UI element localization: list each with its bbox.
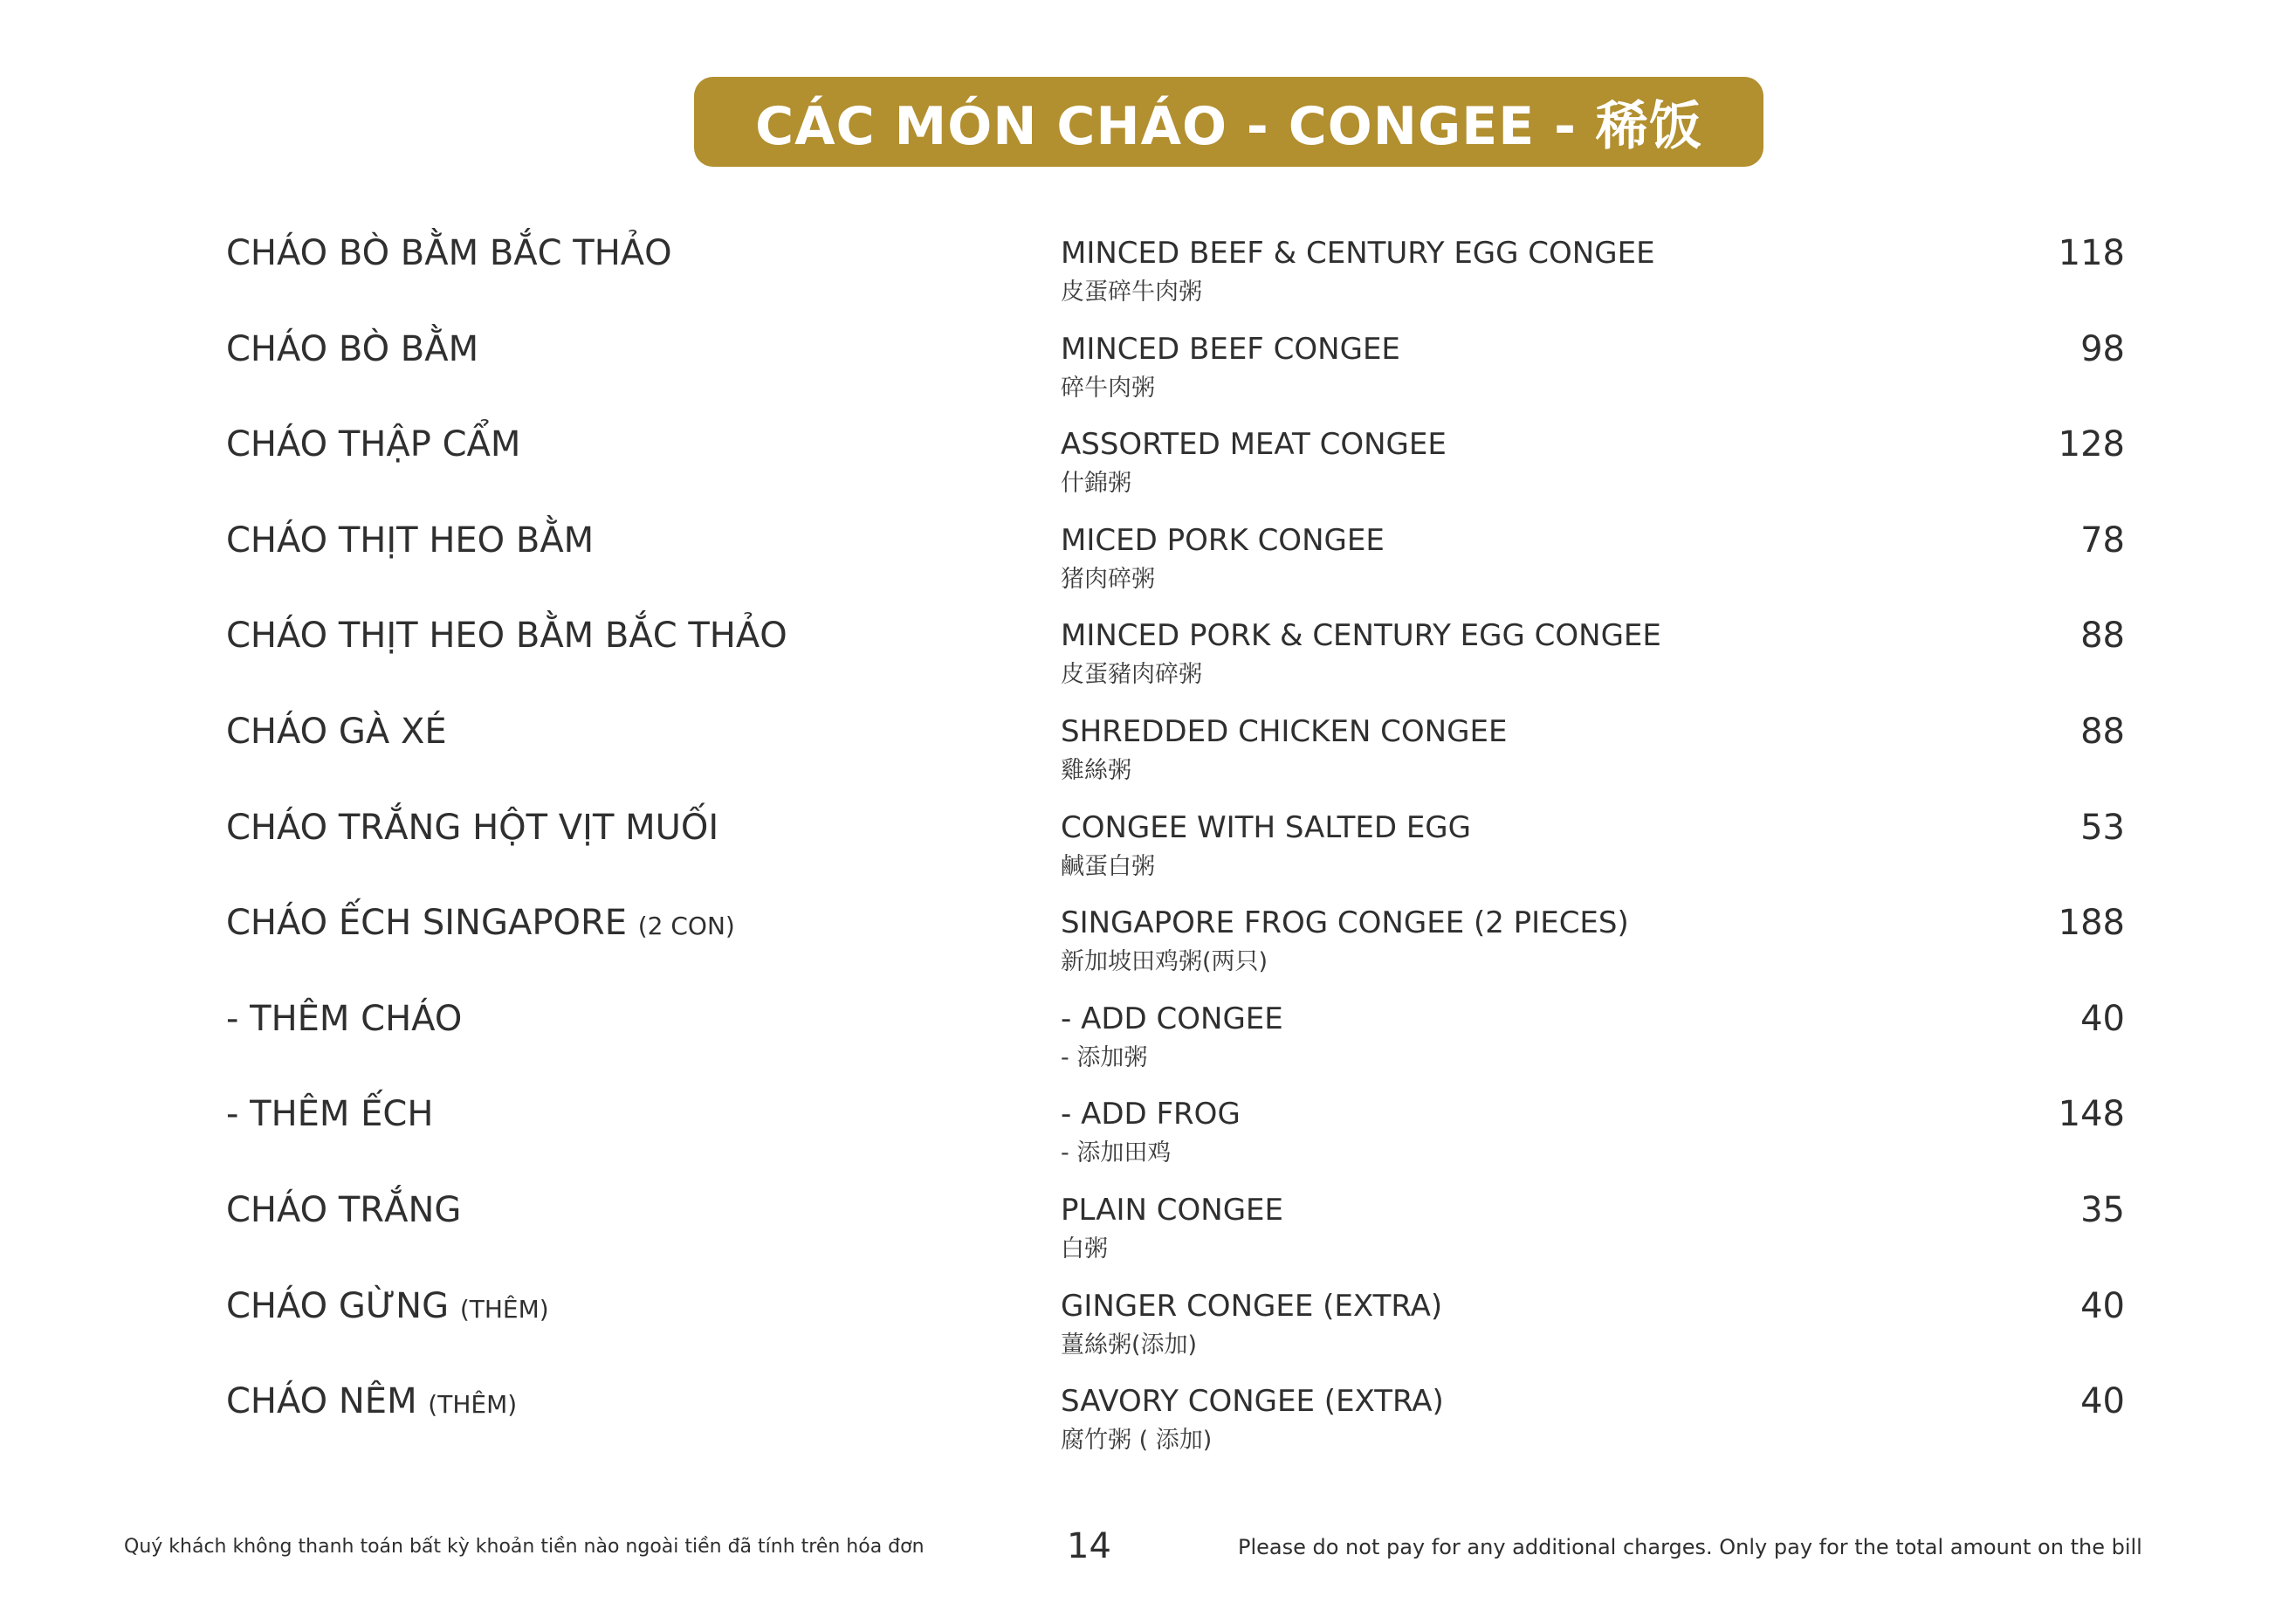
item-price: 148: [2058, 1094, 2125, 1135]
footer-vietnamese-notice: Quý khách không thanh toán bất kỳ khoản tiền nào ngoài tiền đã tính trên hóa đơn: [124, 1536, 925, 1558]
item-price: 128: [2058, 424, 2125, 465]
item-english-name: MINCED BEEF & CENTURY EGG CONGEE: [1061, 236, 1655, 271]
item-vietnamese-name: CHÁO THỊT HEO BẰM BẮC THẢO: [226, 616, 787, 657]
item-price: 40: [2080, 1285, 2125, 1326]
item-price: 88: [2080, 616, 2125, 657]
item-vietnamese-name: - THÊM ẾCH: [226, 1094, 434, 1135]
item-price: 118: [2058, 233, 2125, 273]
item-english-name: GINGER CONGEE (EXTRA): [1061, 1288, 1443, 1324]
menu-item: [0, 423, 2296, 519]
item-price: 53: [2080, 807, 2125, 848]
menu-item: [0, 519, 2296, 615]
item-vietnamese-name: CHÁO ẾCH SINGAPORE (2 CON): [226, 903, 735, 944]
item-vietnamese-name: CHÁO TRẮNG: [226, 1189, 462, 1230]
item-vietnamese-note: (2 CON): [637, 912, 735, 941]
menu-list: [0, 231, 2296, 1476]
page-title: CÁC MÓN CHÁO - CONGEE - 稀饭: [755, 95, 1702, 157]
item-vietnamese-name: CHÁO BÒ BẰM BẮC THẢO: [226, 233, 672, 273]
item-vietnamese-name: CHÁO GÀ XÉ: [226, 711, 447, 752]
item-vietnamese-name: CHÁO BÒ BẰM: [226, 328, 479, 369]
item-chinese-name: 新加坡田鸡粥(两只): [1061, 948, 1268, 976]
item-chinese-name: 皮蛋碎牛肉粥: [1061, 279, 1202, 306]
page-number: 14: [1067, 1526, 1111, 1566]
menu-item: [0, 1284, 2296, 1380]
item-english-name: CONGEE WITH SALTED EGG: [1061, 809, 1471, 845]
menu-item: [0, 997, 2296, 1093]
item-vietnamese-note: (THÊM): [428, 1390, 518, 1420]
item-vietnamese-name: CHÁO TRẮNG HỘT VỊT MUỐI: [226, 807, 719, 848]
menu-item: [0, 806, 2296, 902]
footer-english-notice: Please do not pay for any additional charges. Only pay for the total amount on the bill: [1238, 1535, 2142, 1559]
item-english-name: MINCED PORK & CENTURY EGG CONGEE: [1061, 618, 1661, 654]
item-chinese-name: 猪肉碎粥: [1061, 565, 1155, 593]
item-english-name: SINGAPORE FROG CONGEE (2 PIECES): [1061, 905, 1629, 941]
menu-item: [0, 710, 2296, 806]
item-price: 78: [2080, 520, 2125, 561]
menu-item: [0, 901, 2296, 997]
item-chinese-name: - 添加田鸡: [1061, 1139, 1172, 1167]
item-chinese-name: - 添加粥: [1061, 1043, 1148, 1071]
menu-item: [0, 1188, 2296, 1284]
item-chinese-name: 腐竹粥 ( 添加): [1061, 1427, 1213, 1455]
item-english-name: - ADD FROG: [1061, 1097, 1241, 1132]
item-chinese-name: 皮蛋豬肉碎粥: [1061, 661, 1202, 689]
item-chinese-name: 雞絲粥: [1061, 756, 1131, 784]
item-english-name: MICED PORK CONGEE: [1061, 522, 1385, 558]
item-chinese-name: 碎牛肉粥: [1061, 374, 1155, 402]
item-vietnamese-name: CHÁO GỪNG (THÊM): [226, 1285, 549, 1326]
menu-item: [0, 1380, 2296, 1476]
item-vietnamese-name: CHÁO THẬP CẨM: [226, 424, 521, 465]
item-price: 188: [2058, 903, 2125, 944]
item-chinese-name: 白粥: [1061, 1235, 1108, 1263]
item-english-name: ASSORTED MEAT CONGEE: [1061, 427, 1447, 463]
item-english-name: MINCED BEEF CONGEE: [1061, 331, 1400, 367]
item-price: 40: [2080, 998, 2125, 1039]
item-price: 98: [2080, 328, 2125, 369]
menu-item: [0, 327, 2296, 423]
item-english-name: SHREDDED CHICKEN CONGEE: [1061, 713, 1508, 749]
item-chinese-name: 什錦粥: [1061, 470, 1131, 498]
menu-item: [0, 1092, 2296, 1188]
item-price: 35: [2080, 1189, 2125, 1230]
item-vietnamese-name: CHÁO THỊT HEO BẰM: [226, 520, 595, 561]
item-chinese-name: 鹹蛋白粥: [1061, 852, 1155, 880]
item-english-name: SAVORY CONGEE (EXTRA): [1061, 1384, 1444, 1420]
item-price: 88: [2080, 711, 2125, 752]
item-english-name: PLAIN CONGEE: [1061, 1192, 1283, 1228]
item-vietnamese-note: (THÊM): [459, 1294, 549, 1324]
item-price: 40: [2080, 1381, 2125, 1422]
item-chinese-name: 薑絲粥(添加): [1061, 1331, 1198, 1359]
title-banner: [694, 77, 1763, 167]
item-vietnamese-name: - THÊM CHÁO: [226, 998, 463, 1039]
item-english-name: - ADD CONGEE: [1061, 1001, 1283, 1036]
menu-item: [0, 614, 2296, 710]
menu-item: [0, 231, 2296, 327]
item-vietnamese-name: CHÁO NÊM (THÊM): [226, 1381, 518, 1422]
